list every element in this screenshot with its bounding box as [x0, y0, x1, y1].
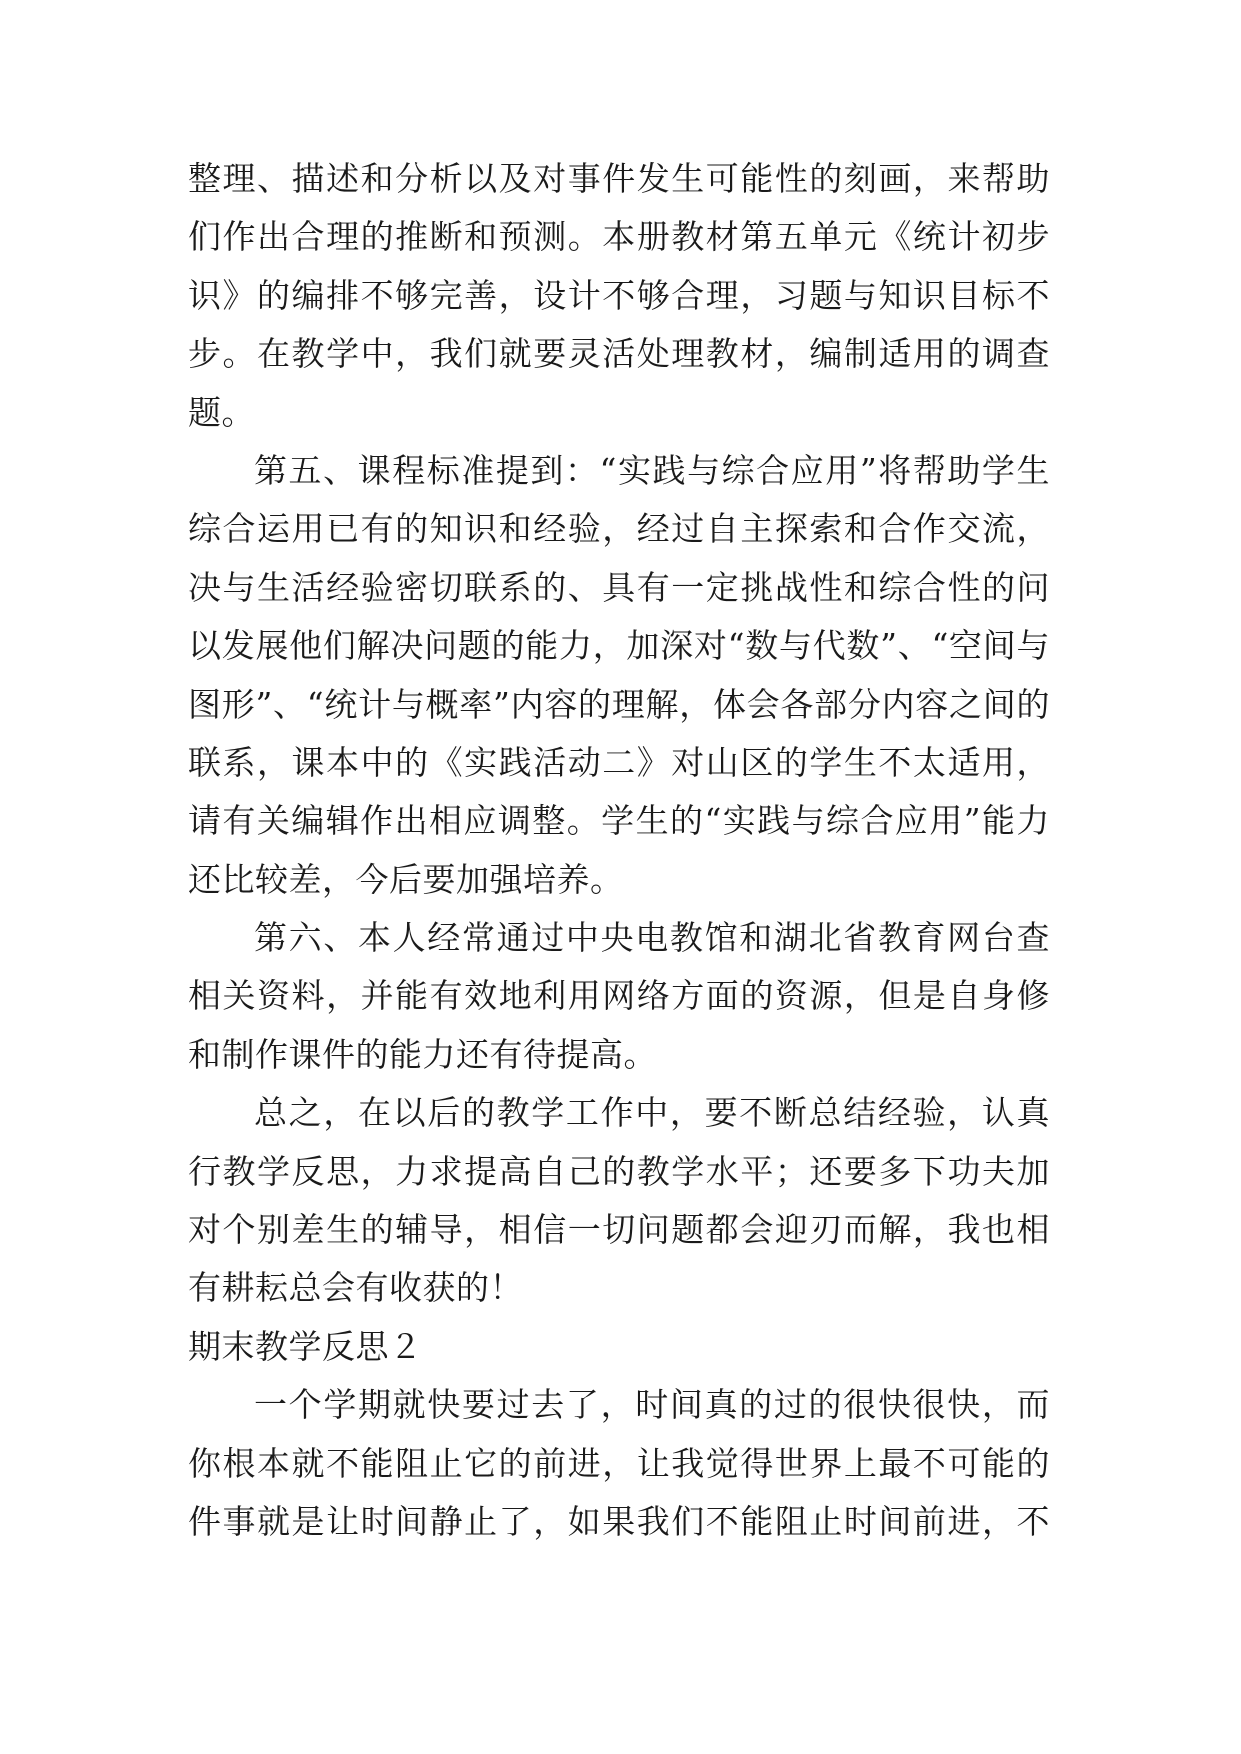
text-line: 你根本就不能阻止它的前进，让我觉得世界上最不可能的: [188, 1443, 1050, 1483]
text-line: 行教学反思，力求提高自己的教学水平；还要多下功夫加: [188, 1151, 1050, 1191]
paragraph-first-line: 第五、课程标准提到：“实践与综合应用”将帮助学生: [254, 450, 1050, 490]
paragraph-first-line: 总之，在以后的教学工作中，要不断总结经验，认真: [254, 1093, 1050, 1133]
text-line: 件事就是让时间静止了，如果我们不能阻止时间前进，不: [188, 1501, 1050, 1541]
text-line: 和制作课件的能力还有待提高。: [188, 1034, 657, 1074]
text-line: 有耕耘总会有收获的！: [188, 1268, 523, 1308]
text-line: 题。: [188, 392, 255, 432]
text-line: 综合运用已有的知识和经验，经过自主探索和合作交流，: [188, 509, 1050, 549]
text-line: 以发展他们解决问题的能力，加深对“数与代数”、“空间与: [188, 626, 1050, 666]
paragraph-first-line: 第六、本人经常通过中央电教馆和湖北省教育网台查: [254, 918, 1050, 958]
text-line: 步。在教学中，我们就要灵活处理教材，编制适用的调查: [188, 334, 1050, 374]
text-line: 对个别差生的辅导，相信一切问题都会迎刃而解，我也相: [188, 1210, 1050, 1250]
paragraph-first-line: 一个学期就快要过去了，时间真的过的很快很快，而: [254, 1385, 1050, 1425]
text-line: 还比较差，今后要加强培养。: [188, 859, 624, 899]
text-line: 识》的编排不够完善，设计不够合理，习题与知识目标不: [188, 275, 1050, 315]
text-line: 决与生活经验密切联系的、具有一定挑战性和综合性的问: [188, 567, 1050, 607]
document-body: [188, 150, 1050, 1551]
text-line: 请有关编辑作出相应调整。学生的“实践与综合应用”能力: [188, 801, 1050, 841]
section-heading: 期末教学反思２: [188, 1326, 423, 1366]
text-line: 联系，课本中的《实践活动二》对山区的学生不太适用，: [188, 742, 1050, 782]
text-line: 相关资料，并能有效地利用网络方面的资源，但是自身修: [188, 976, 1050, 1016]
text-line: 图形”、“统计与概率”内容的理解，体会各部分内容之间的: [188, 684, 1050, 724]
text-line: 整理、描述和分析以及对事件发生可能性的刻画，来帮助: [188, 159, 1050, 198]
text-line: 们作出合理的推断和预测。本册教材第五单元《统计初步: [188, 217, 1050, 257]
